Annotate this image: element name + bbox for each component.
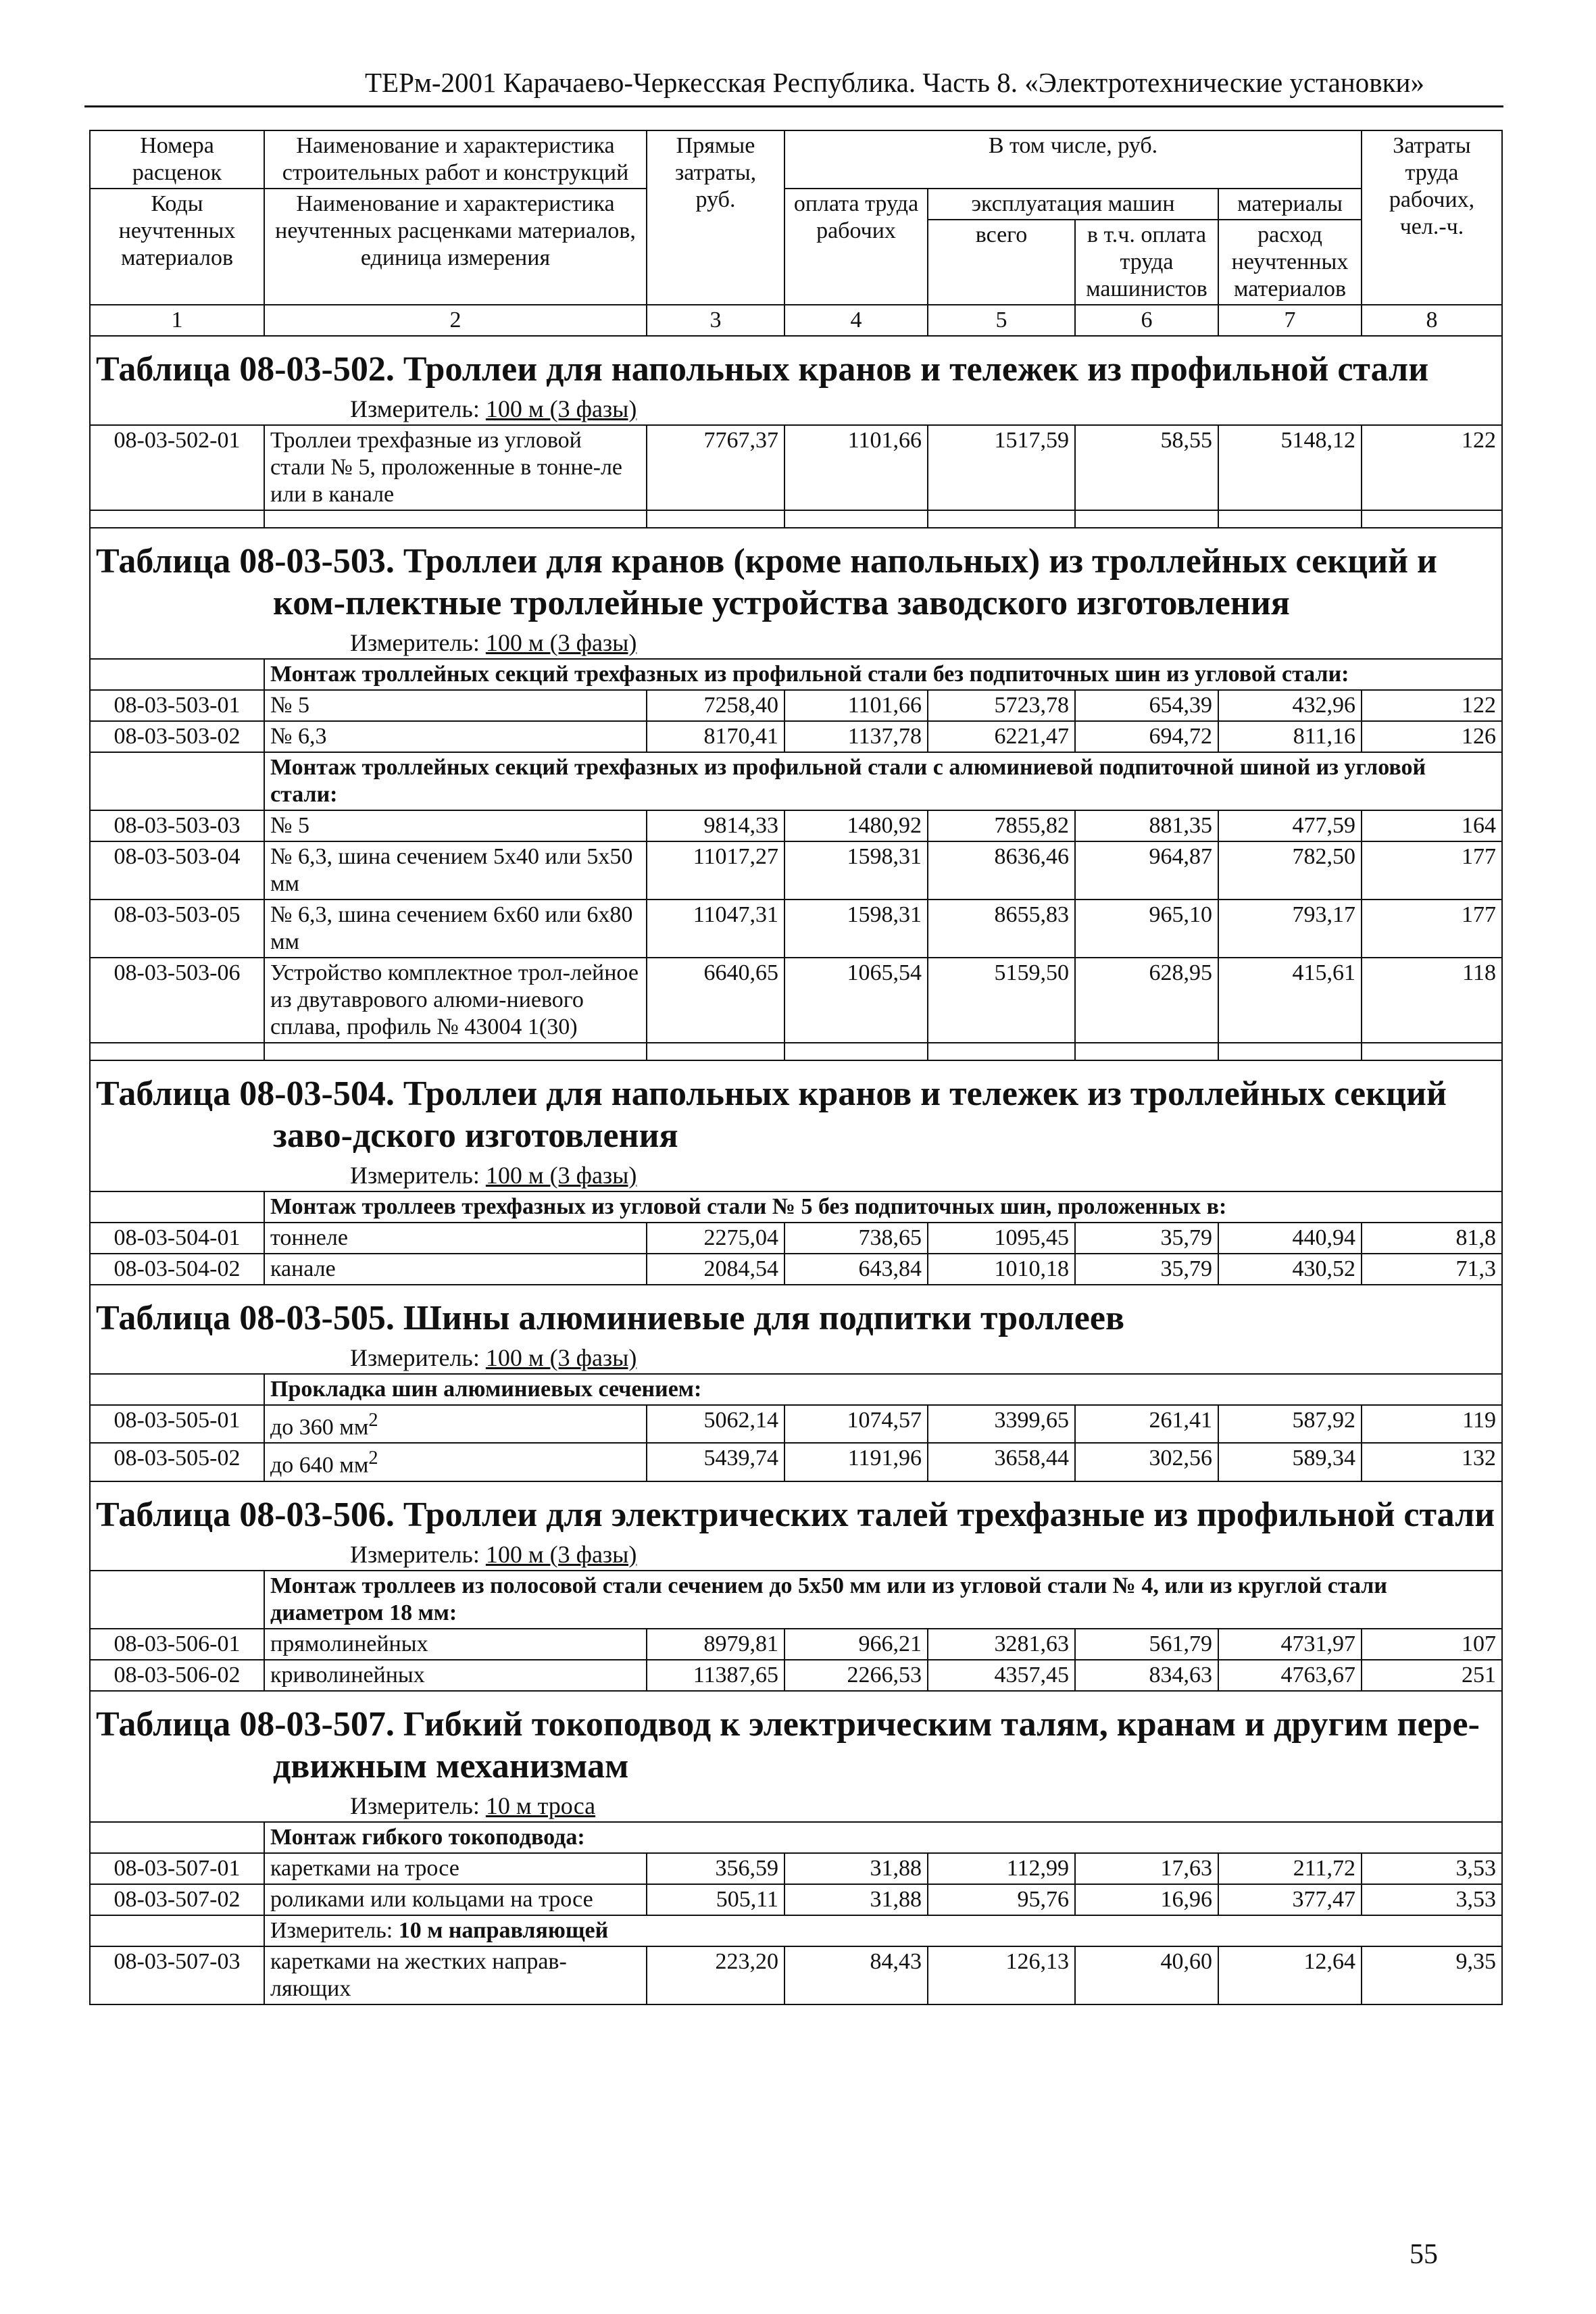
col-header-material-name: Наименование и характеристика неучтенных расценками материалов, единица измерения (264, 189, 647, 305)
col-header-material-codes: Коды неучтенных материалов (90, 189, 264, 305)
measure-line: Измеритель: 100 м (3 фазы) (90, 1344, 1502, 1374)
col-header-work-name: Наименование и характеристика строительных работ и конструкций (264, 130, 647, 189)
group-heading: Прокладка шин алюминиевых сечением: (264, 1374, 1502, 1405)
section-08-03-502 (90, 336, 1502, 528)
table-title: Таблица 08-03-503. Троллеи для кранов (кроме напольных) из троллейных секций и ком-плектные троллейные устройства заводского изготовления (96, 542, 1438, 622)
header-rule (84, 105, 1503, 107)
col-header-machines: эксплуатация машин (928, 189, 1218, 220)
page-header: ТЕРм-2001 Карачаево-Черкесская Республика. Часть 8. «Электротехнические установки» (365, 67, 1424, 98)
col-header-direct-costs: Прямые затраты, руб. (647, 130, 784, 305)
col-header-material-consumption: расход неучтенных материалов (1218, 220, 1362, 305)
section-08-03-504 (90, 1060, 1502, 1285)
group-heading: Монтаж гибкого токоподвода: (264, 1822, 1502, 1853)
col-header-operators-pay: в т.ч. оплата труда машинистов (1075, 220, 1218, 305)
measure-line: Измеритель: 100 м (3 фазы) (90, 629, 1502, 659)
table-row: 08-03-505-01 до 360 $мм^2$ 5062,14 1074,57 3399,65 261,41 587,92 119 (90, 1405, 1502, 1443)
col-header-including: В том числе, руб. (784, 130, 1362, 189)
table-row: 08-03-503-04 № 6,3, шина сечением 5х40 или 5х50 мм 11017,27 1598,31 8636,46 964,87 782,50 177 (90, 841, 1502, 900)
measure-line: Измеритель: 100 м (3 фазы) (90, 1161, 1502, 1191)
table-row: 08-03-503-03 № 5 9814,33 1480,92 7855,82 881,35 477,59 164 (90, 810, 1502, 841)
table-title: Таблица 08-03-504. Троллеи для напольных кранов и тележек из троллейных секций заво-дского изготовления (96, 1075, 1447, 1155)
section-08-03-506 (90, 1481, 1502, 1691)
table-title: Таблица 08-03-506. Троллеи для электрических талей трехфазные из профильной стали (96, 1495, 1495, 1534)
table-title: Таблица 08-03-507. Гибкий токоподвод к электрическим талям, кранам и другим пере-движным механизмам (96, 1704, 1480, 1786)
table-row: 08-03-507-02 роликами или кольцами на тросе 505,11 31,88 95,76 16,96 377,47 3,53 (90, 1884, 1502, 1915)
col-number-row: 1 2 3 4 5 6 7 8 (90, 305, 1502, 336)
table-title: Таблица 08-03-502. Троллеи для напольных кранов и тележек из профильной стали (96, 350, 1429, 389)
table-header (90, 130, 1502, 336)
table-row: 08-03-503-01 № 5 7258,40 1101,66 5723,78 654,39 432,96 122 (90, 690, 1502, 721)
table-row: 08-03-503-02 № 6,3 8170,41 1137,78 6221,47 694,72 811,16 126 (90, 721, 1502, 752)
col-header-rate-number: Номера расценок (90, 130, 264, 189)
table-row: 08-03-504-01 тоннеле 2275,04 738,65 1095,45 35,79 440,94 81,8 (90, 1223, 1502, 1254)
group-heading: Монтаж троллейных секций трехфазных из профильной стали без подпиточных шин из угловой стали: (264, 659, 1502, 690)
group-heading: Монтаж троллеев из полосовой стали сечением до 5х50 мм или из угловой стали № 4, или из круглой стали диаметром 18 мм: (264, 1571, 1502, 1629)
section-08-03-507 (90, 1691, 1502, 2004)
group-heading: Монтаж троллеев трехфазных из угловой стали № 5 без подпиточных шин, проложенных в: (264, 1191, 1502, 1223)
table-row: 08-03-502-01 Троллеи трехфазные из угловой стали № 5, проложенные в тонне-ле или в канале 7767,37 1101,66 1517,59 58,55 5148,12 122 (90, 425, 1502, 510)
measure-line: Измеритель: 10 м троса (90, 1792, 1502, 1822)
section-08-03-503 (90, 528, 1502, 1060)
table-row: 08-03-506-02 криволинейных 11387,65 2266,53 4357,45 834,63 4763,67 251 (90, 1660, 1502, 1691)
col-header-workers-pay: оплата труда рабочих (784, 189, 928, 305)
price-table (89, 130, 1503, 2005)
table-row: 08-03-503-05 № 6,3, шина сечением 6х60 или 6х80 мм 11047,31 1598,31 8655,83 965,10 793,17 177 (90, 900, 1502, 958)
table-row: 08-03-506-01 прямолинейных 8979,81 966,21 3281,63 561,79 4731,97 107 (90, 1629, 1502, 1660)
table-row: 08-03-504-02 канале 2084,54 643,84 1010,18 35,79 430,52 71,3 (90, 1254, 1502, 1285)
measure-line: Измеритель: 100 м (3 фазы) (90, 1540, 1502, 1571)
measure-line: Измеритель: 10 м направляющей (264, 1915, 1502, 1946)
table-title: Таблица 08-03-505. Шины алюминиевые для подпитки троллеев (96, 1299, 1125, 1337)
col-header-materials: материалы (1218, 189, 1362, 220)
group-heading: Монтаж троллейных секций трехфазных из профильной стали с алюминиевой подпиточной шиной из угловой стали: (264, 752, 1502, 810)
page-number: 55 (1410, 2239, 1438, 2270)
section-08-03-505 (90, 1285, 1502, 1481)
table-row: 08-03-503-06 Устройство комплектное трол-лейное из двутаврового алюми-ниевого сплава, профиль № 43004 1(30) 6640,65 1065,54 5159,50 628,95 415,61 118 (90, 958, 1502, 1043)
table-row: 08-03-507-03 каретками на жестких направ-ляющих 223,20 84,43 126,13 40,60 12,64 9,35 (90, 1946, 1502, 2004)
table-row: 08-03-505-02 до 640 $мм^2$ 5439,74 1191,96 3658,44 302,56 589,34 132 (90, 1443, 1502, 1481)
table-row: 08-03-507-01 каретками на тросе 356,59 31,88 112,99 17,63 211,72 3,53 (90, 1853, 1502, 1884)
col-header-labor-hours: Затраты труда рабочих, чел.-ч. (1362, 130, 1502, 305)
measure-line: Измеритель: 100 м (3 фазы) (90, 395, 1502, 425)
col-header-total: всего (928, 220, 1075, 305)
